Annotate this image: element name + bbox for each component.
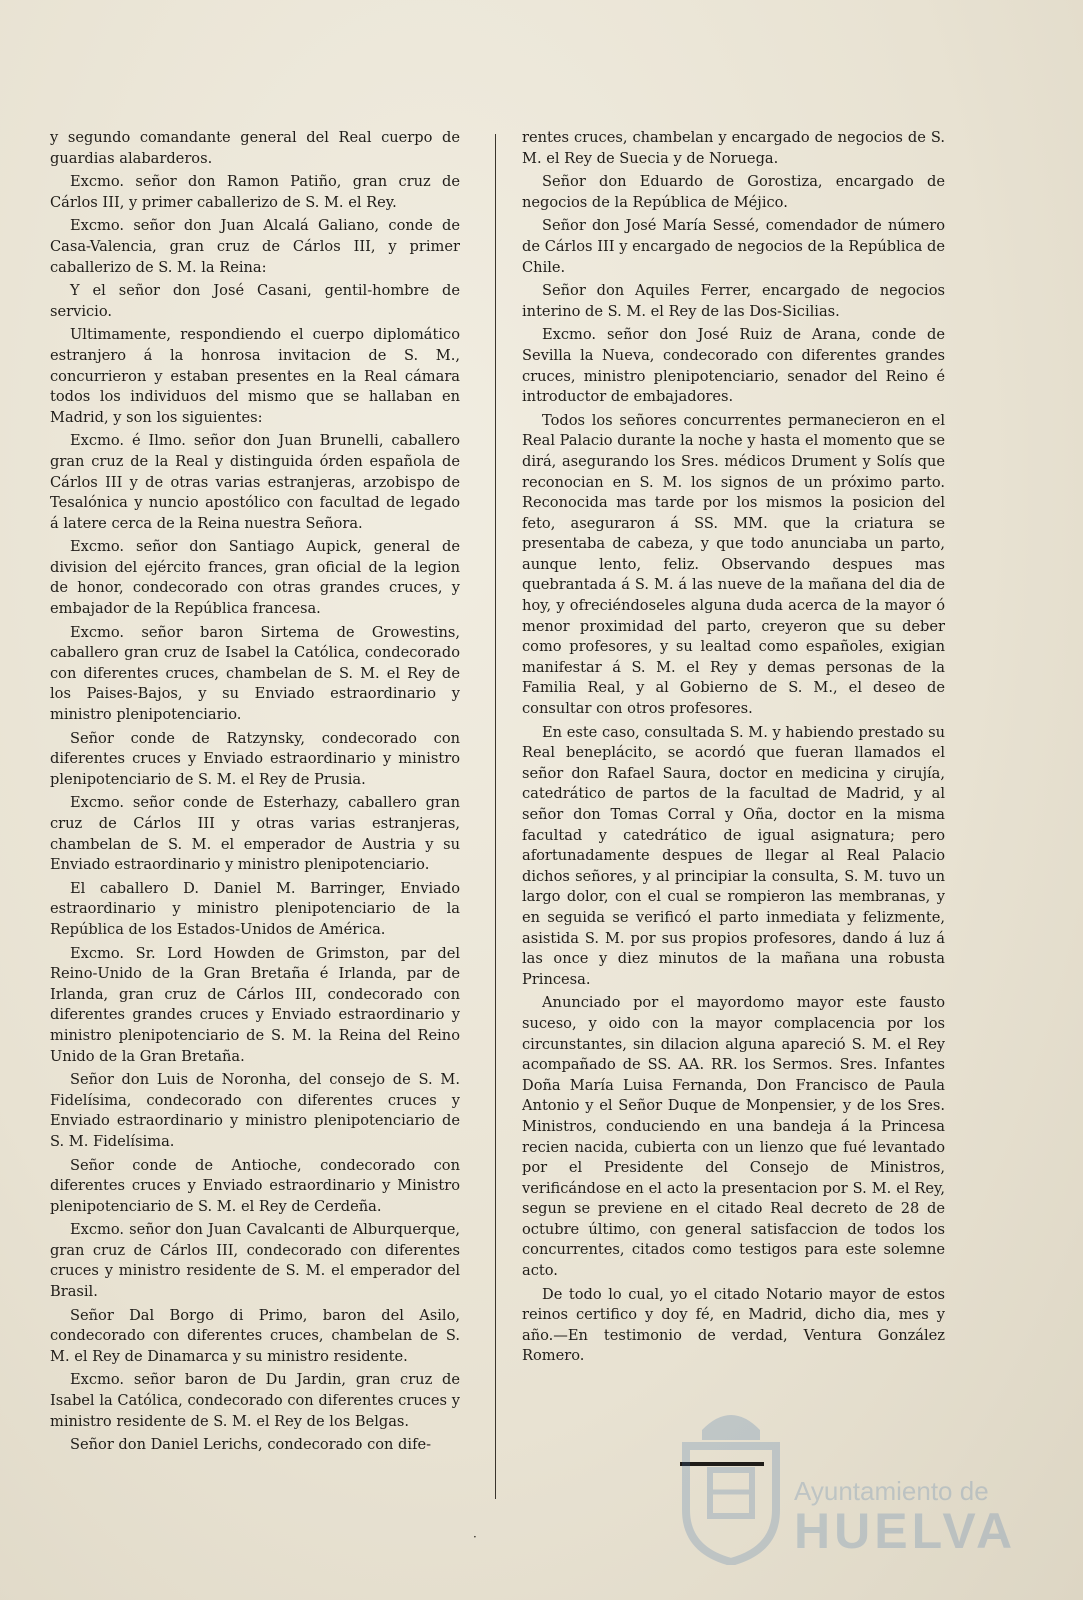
paragraph: Señor don José María Sessé, comendador de número de Cárlos III y encargado de negocios de la República de Chile. [522, 217, 945, 276]
paragraph: Señor don Aquiles Ferrer, encargado de negocios interino de S. M. el Rey de las Dos-Sicilias. [522, 282, 945, 320]
column-marker: · [473, 1530, 477, 1544]
paragraph: Excmo. señor don Santiago Aupick, general de division del ejército frances, gran oficial de la legion de honor, condecorado con otras grandes cruces, y embajador de la República francesa. [50, 538, 460, 618]
paragraph: Y el señor don José Casani, gentil-hombre de servicio. [50, 282, 460, 320]
paragraph: Señor conde de Antioche, condecorado con diferentes cruces y Enviado estraordinario y Ministro plenipotenciario de S. M. el Rey de Cerdeña. [50, 1156, 460, 1215]
paragraph: Excmo. señor baron Sirtema de Growestins, caballero gran cruz de Isabel la Católica, condecorado con diferentes cruces, chambelan de S. M. el Rey de los Paises-Bajos, y su Enviado estraordinario y ministro plenipotenciario. [50, 623, 460, 724]
watermark-line1: Ayuntamiento de [794, 1476, 989, 1506]
paragraph: Ultimamente, respondiendo el cuerpo diplomático estranjero á la honrosa invitacion de S. M., concurrieron y estaban presentes en la Real cámara todos los individuos del mismo que se hallaban en Madrid, y son los siguientes: [50, 326, 460, 426]
paragraph: Excmo. señor conde de Esterhazy, caballero gran cruz de Cárlos III y otras varias estranjeras, chambelan de S. M. el emperador de Austria y su Enviado estraordinario y ministro plenipotenciario. [50, 794, 460, 874]
city-seal-icon [672, 1400, 790, 1565]
paragraph: Señor don Eduardo de Gorostiza, encargado de negocios de la República de Méjico. [522, 173, 945, 211]
paragraph: Señor conde de Ratzynsky, condecorado con diferentes cruces y Enviado estraordinario y ministro plenipotenciario de S. M. el Rey de Prusia. [50, 729, 460, 788]
left-column [50, 128, 460, 1459]
paragraph: Excmo. é Ilmo. señor don Juan Brunelli, caballero gran cruz de la Real y distinguida órden española de Cárlos III y de otras varias estranjeras, arzobispo de Tesalónica y nuncio apostólico con facultad de legado á latere cerca de la Reina nuestra Señora. [50, 432, 460, 532]
paragraph: Todos los señores concurrentes permanecieron en el Real Palacio durante la noche y hasta el momento que se dirá, asegurando los Sres. médicos Drument y Solís que reconocian en S. M. los signos de un próximo parto. Reconocida mas tarde por los mismos la posicion del feto, aseguraron á SS. MM. que la criatura se presentaba de cabeza, y que todo anunciaba un parto, aunque lento, feliz. Observando despues mas quebrantada á S. M. á las nueve de la mañana del dia de hoy, y ofreciéndoseles alguna duda acerca de la mayor ó menor proximidad del parto, creyeron que su deber como profesores, y su lealtad como españoles, exigian manifestar á S. M. el Rey y demas personas de la Familia Real, y al Gobierno de S. M., el deseo de consultar con otros profesores. [522, 411, 945, 718]
paragraph: Excmo. Sr. Lord Howden de Grimston, par del Reino-Unido de la Gran Bretaña é Irlanda, par de Irlanda, gran cruz de Cárlos III, condecorado con diferentes grandes cruces y Enviado estraordinario y ministro plenipotenciario de S. M. la Reina del Reino Unido de la Gran Bretaña. [50, 944, 460, 1065]
paragraph: y segundo comandante general del Real cuerpo de guardias alabarderos. [50, 129, 460, 167]
paragraph: Anunciado por el mayordomo mayor este fausto suceso, y oido con la mayor complacencia por los circunstantes, sin dilacion alguna apareció S. M. el Rey acompañado de SS. AA. RR. los Sermos. Sres. Infantes Doña María Luisa Fernanda, Don Francisco de Paula Antonio y el Señor Duque de Monpensier, y de los Sres. Ministros, conduciendo en una bandeja á la Princesa recien nacida, cubierta con un lienzo que fué levantado por el Presidente del Consejo de Ministros, verificándose en el acto la presentacion por S. M. el Rey, segun se previene en el citado Real decreto de 28 de octubre último, con general satisfaccion de todos los concurrentes, citados como testigos para este solemne acto. [522, 994, 945, 1280]
right-column [522, 128, 945, 1370]
paragraph: De todo lo cual, yo el citado Notario mayor de estos reinos certifico y doy fé, en Madrid, dicho dia, mes y año.—En testimonio de verdad, Ventura González Romero. [522, 1285, 945, 1365]
paragraph: Excmo. señor don Juan Cavalcanti de Alburquerque, gran cruz de Cárlos III, condecorado con diferentes cruces y ministro residente de S. M. el emperador del Brasil. [50, 1221, 460, 1301]
paragraph: Excmo. señor don Juan Alcalá Galiano, conde de Casa-Valencia, gran cruz de Cárlos III, y primer caballerizo de S. M. la Reina: [50, 217, 460, 276]
paragraph: En este caso, consultada S. M. y habiendo prestado su Real beneplácito, se acordó que fueran llamados el señor don Rafael Saura, doctor en medicina y cirujía, catedrático de partos de la facultad de Madrid, y al señor don Tomas Corral y Oña, doctor en la misma facultad y catedrático de igual asignatura; pero afortunadamente despues de llegar al Real Palacio dichos señores, y al principiar la consulta, S. M. tuvo un largo dolor, con el cual se rompieron las membranas, y en seguida se verificó el parto inmediata y felizmente, asistida S. M. por sus propios profesores, dando á luz á las once y diez minutos de la mañana una robusta Princesa. [522, 723, 945, 988]
column-divider [495, 134, 496, 1499]
paragraph: Excmo. señor don José Ruiz de Arana, conde de Sevilla la Nueva, condecorado con diferentes grandes cruces, ministro plenipotenciario, senador del Reino é introductor de embajadores. [522, 326, 945, 406]
paragraph: rentes cruces, chambelan y encargado de negocios de S. M. el Rey de Suecia y de Noruega. [522, 129, 945, 167]
huelva-watermark [672, 1390, 1032, 1570]
paragraph: Excmo. señor baron de Du Jardin, gran cruz de Isabel la Católica, condecorado con diferentes cruces y ministro residente de S. M. el Rey de los Belgas. [50, 1371, 460, 1430]
paragraph: Señor don Daniel Lerichs, condecorado con dife- [70, 1436, 432, 1454]
watermark-line2: HUELVA [794, 1503, 1017, 1559]
paragraph: El caballero D. Daniel M. Barringer, Enviado estraordinario y ministro plenipotenciario de la República de los Estados-Unidos de América. [50, 879, 460, 938]
paragraph: Señor don Luis de Noronha, del consejo de S. M. Fidelísima, condecorado con diferentes cruces y Enviado estraordinario y ministro plenipotenciario de S. M. Fidelísima. [50, 1071, 460, 1150]
paragraph: Excmo. señor don Ramon Patiño, gran cruz de Cárlos III, y primer caballerizo de S. M. el Rey. [50, 173, 460, 211]
paragraph: Señor Dal Borgo di Primo, baron del Asilo, condecorado con diferentes cruces, chambelan de S. M. el Rey de Dinamarca y su ministro residente. [50, 1306, 460, 1365]
